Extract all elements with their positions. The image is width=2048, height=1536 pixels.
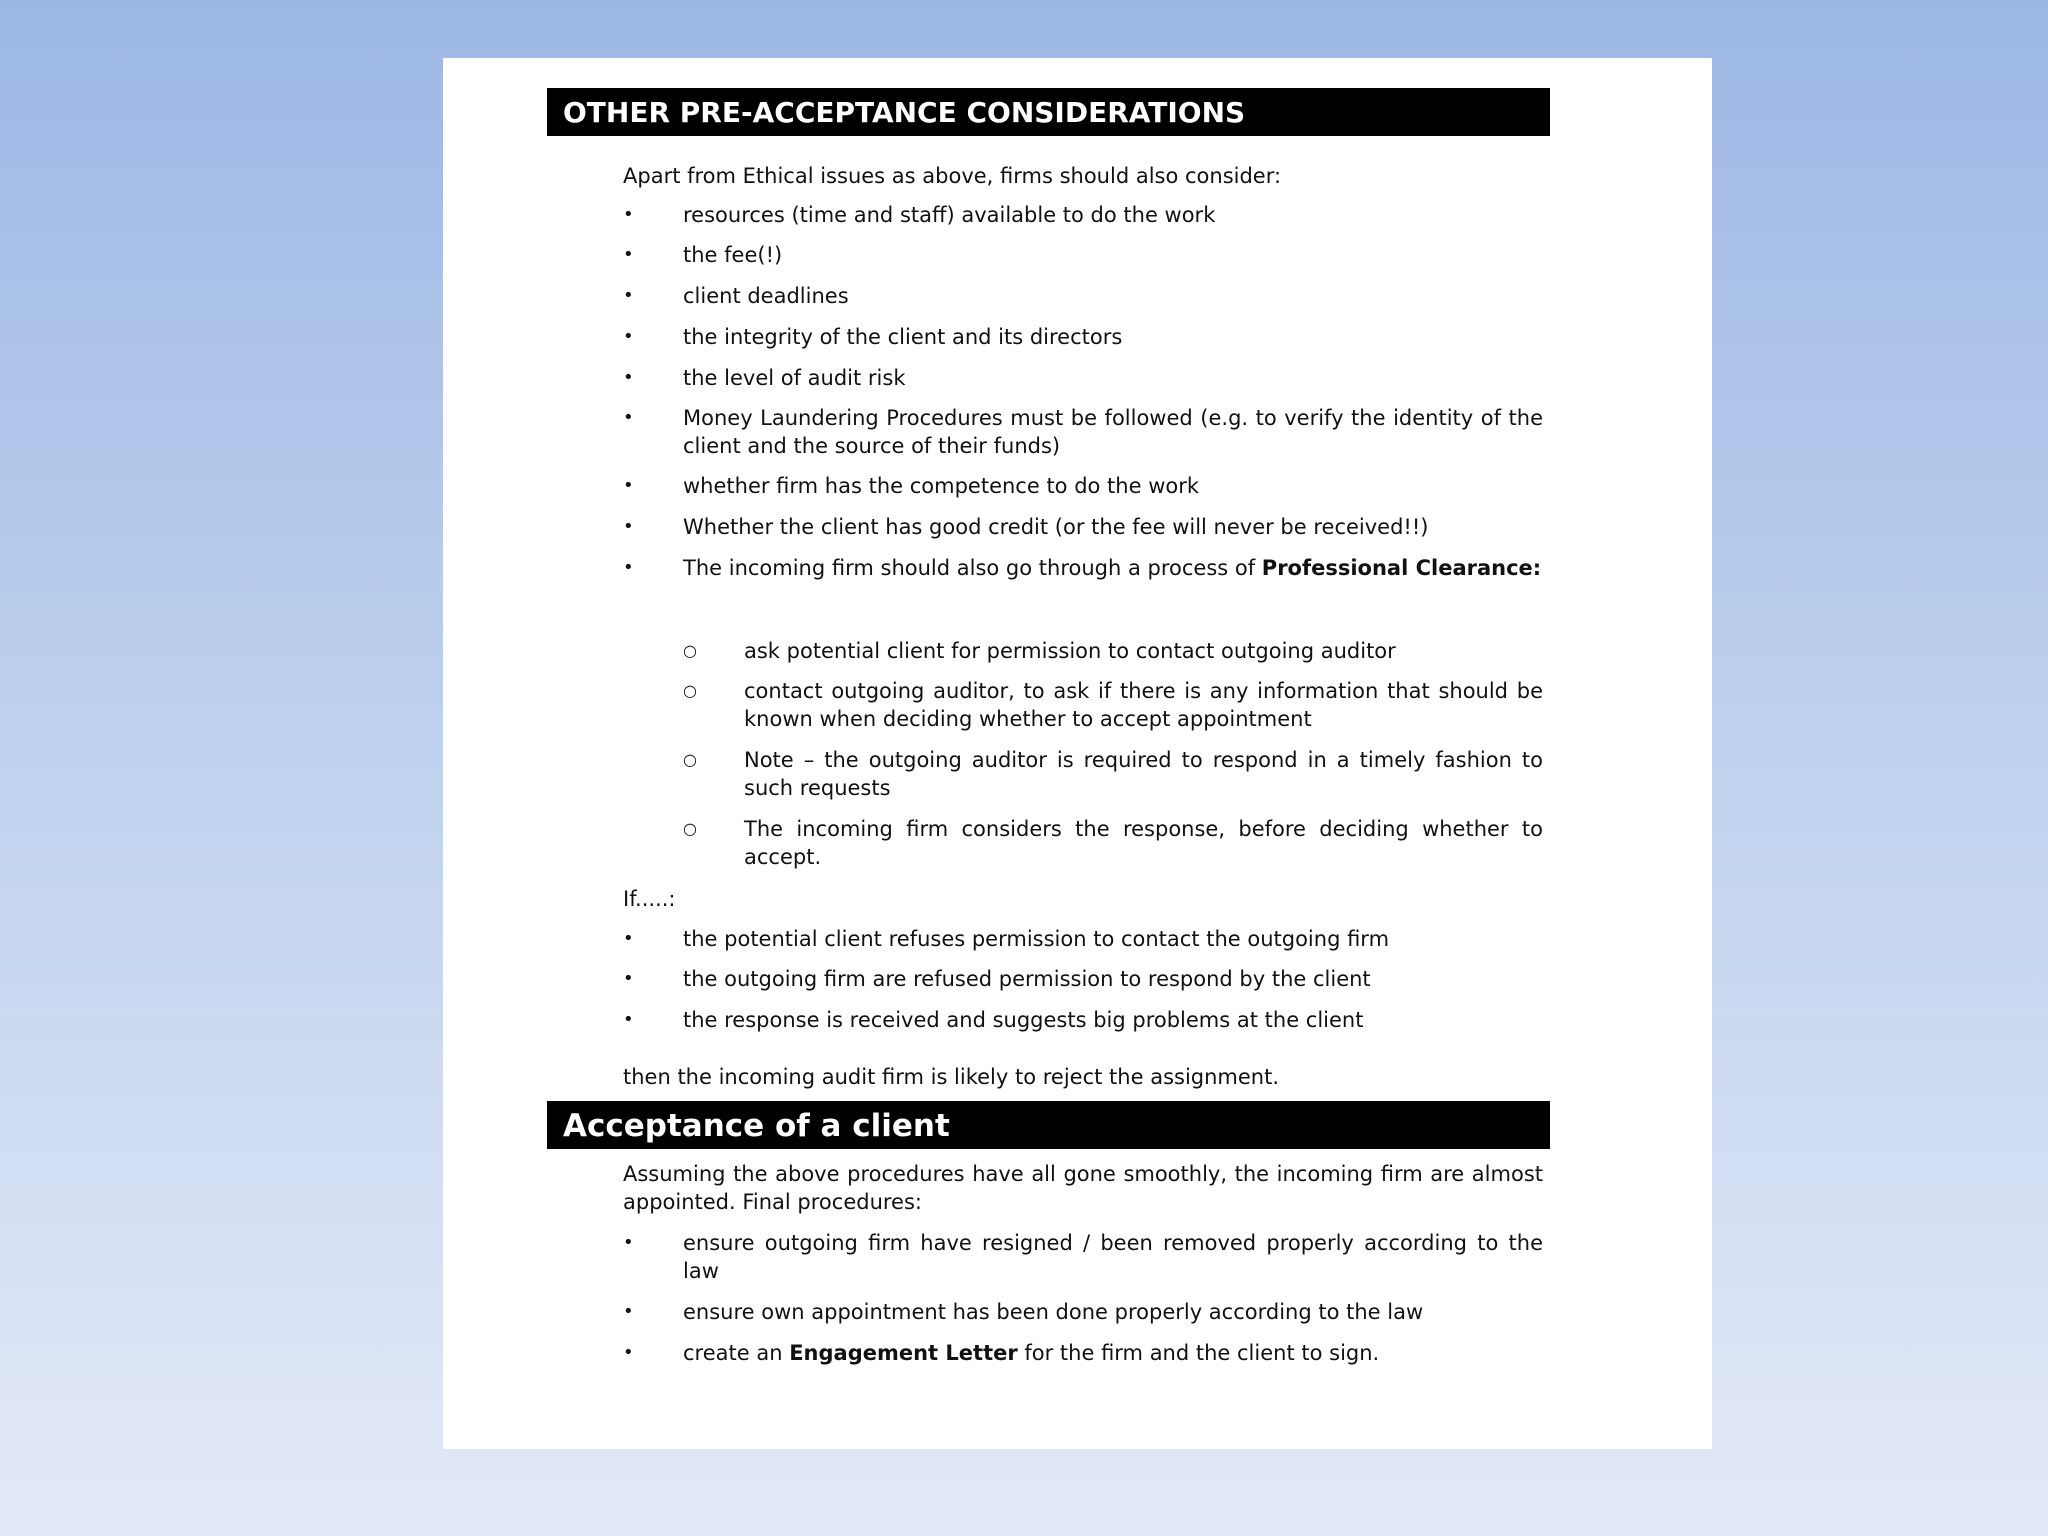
list-item: client deadlines [683,284,849,308]
list-item-professional-clearance [683,554,1543,582]
bullet-marker: • [623,326,634,347]
list-item: ensure own appointment has been done properly according to the law [683,1300,1424,1324]
bullet-marker: • [623,928,634,949]
engagement-suffix: for the firm and the client to sign. [1017,1341,1380,1365]
sub-bullet-marker: ○ [683,681,697,700]
list-item: the level of audit risk [683,366,906,390]
list-item: Money Laundering Procedures must be followed (e.g. to verify the identity of the client and the source of their funds) [683,406,1543,458]
sub-bullet-marker: ○ [683,750,697,769]
sub-list-item: ask potential client for permission to contact outgoing auditor [744,639,1396,663]
document-page [443,58,1712,1449]
sub-list-item: The incoming firm considers the response, before deciding whether to accept. [744,817,1543,869]
bullet-marker: • [623,204,634,225]
bullet-marker: • [623,367,634,388]
sub-bullet-marker: ○ [683,641,697,660]
sub-list-item: contact outgoing auditor, to ask if there is any information that should be known when deciding whether to accept appointment [744,679,1543,731]
bullet-marker: • [623,244,634,265]
list-item: the response is received and suggests big problems at the client [683,1008,1364,1032]
bullet-marker: • [623,1342,634,1363]
bullet-marker: • [623,968,634,989]
section-heading-pre-acceptance: OTHER PRE-ACCEPTANCE CONSIDERATIONS [547,88,1550,136]
list-item: resources (time and staff) available to do the work [683,203,1216,227]
bullet-marker: • [623,1301,634,1322]
section-heading-acceptance: Acceptance of a client [547,1101,1550,1149]
bullet-marker: • [623,407,634,428]
list-item: the outgoing firm are refused permission to respond by the client [683,967,1371,991]
sub-bullet-marker: ○ [683,819,697,838]
bullet-marker: • [623,285,634,306]
list-item: whether firm has the competence to do the work [683,474,1200,498]
list-item-engagement-letter [683,1339,1543,1367]
engagement-bold: Engagement Letter [789,1341,1018,1365]
acceptance-intro-text: Assuming the above procedures have all gone smoothly, the incoming firm are almost appointed. Final procedures: [623,1162,1543,1214]
if-label: If.....: [623,887,676,911]
list-item: the integrity of the client and its directors [683,325,1123,349]
bullet-marker: • [623,557,634,578]
bullet-marker: • [623,1232,634,1253]
bullet-marker: • [623,516,634,537]
list-item: ensure outgoing firm have resigned / been removed properly according to the law [683,1231,1543,1283]
list-item: the potential client refuses permission to contact the outgoing firm [683,927,1390,951]
engagement-prefix: create an [683,1341,790,1365]
bullet-marker: • [623,475,634,496]
intro-text: Apart from Ethical issues as above, firms should also consider: [623,164,1282,188]
clearance-bold: Professional Clearance: [1261,556,1542,580]
bullet-marker: • [623,1009,634,1030]
conclusion-text: then the incoming audit firm is likely to reject the assignment. [623,1065,1280,1089]
clearance-prefix: The incoming firm should also go through a process of [683,556,1262,580]
list-item: Whether the client has good credit (or the fee will never be received!!) [683,515,1429,539]
sub-list-item: Note – the outgoing auditor is required to respond in a timely fashion to such requests [744,748,1543,800]
list-item: the fee(!) [683,243,783,267]
